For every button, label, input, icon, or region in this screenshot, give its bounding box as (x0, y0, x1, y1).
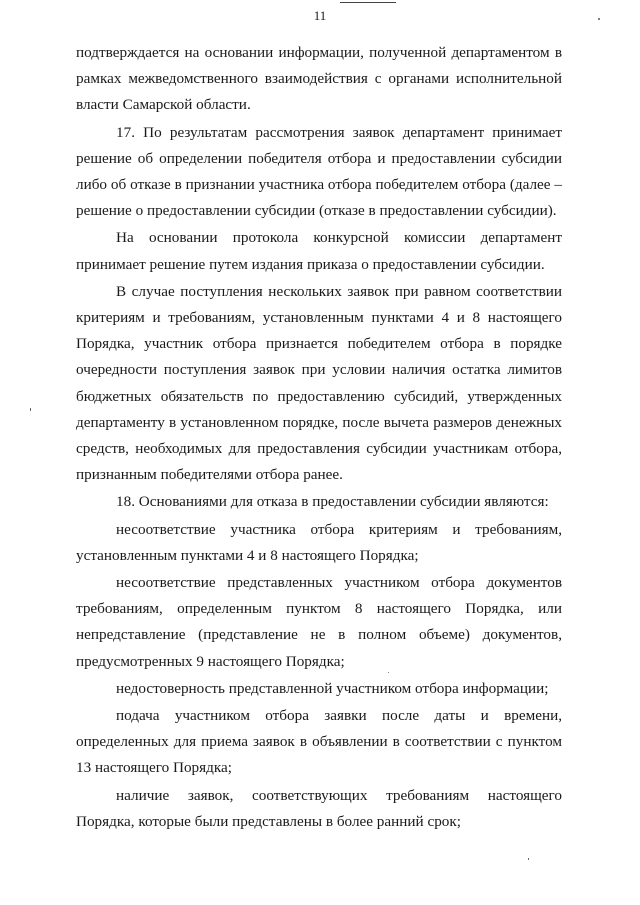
scan-speck (388, 672, 389, 673)
refusal-reason-late-submission: подача участником отбора заявки после даты и времени, определенных для приема заявок в объявлении в соответствии с пунктом 13 настоящего Порядка; (76, 707, 562, 777)
paragraph-commission-protocol: На основании протокола конкурсной комиссии департамент принимает решение путем издания приказа о предоставлении субсидии. (76, 229, 562, 273)
paragraph-item-17: 17. По результатам рассмотрения заявок департамент принимает решение об определении победителя отбора и предоставлении субсидии либо об отказе в признании участника отбора победителем отбора (далее – решение о предоставлении субсидии (отказе в предоставлении субсидии). (76, 123, 562, 220)
scan-speck (598, 18, 600, 20)
paragraph-multiple-applications: В случае поступления нескольких заявок при равном соответствии критериям и требованиям, установленным пунктами 4 и 8 настоящего Порядка, участник отбора признается победителем отбора в порядке очередности поступления заявок при условии наличия остатка лимитов бюджетных обязательств по предоставлению субсидий, утвержденных департаменту в установленном порядке, после вычета размеров денежных средств, необходимых для предоставления субсидии участникам отбора, признанным победителями отбора ранее. (76, 282, 562, 484)
top-scan-line (340, 2, 396, 3)
scan-speck (528, 858, 529, 860)
scan-speck (30, 408, 31, 411)
body-text (76, 40, 562, 835)
refusal-reason-criteria: несоответствие участника отбора критериям и требованиям, установленным пунктами 4 и 8 настоящего Порядка; (76, 520, 562, 564)
page-number: 11 (313, 8, 327, 23)
paragraph-item-18: 18. Основаниями для отказа в предоставлении субсидии являются: (116, 493, 549, 511)
refusal-reason-documents: несоответствие представленных участником отбора документов требованиям, определенным пунктом 8 настоящего Порядка, или непредставление (представление не в полном объеме) документов, предусмотренных 9 настоящего Порядка; (76, 574, 562, 670)
paragraph-continuation: подтверждается на основании информации, полученной департаментом в рамках межведомственного взаимодействия с органами исполнительной власти Самарской области. (76, 44, 562, 114)
refusal-reason-inaccuracy: недостоверность представленной участником отбора информации; (116, 679, 549, 697)
refusal-reason-earlier-applications: наличие заявок, соответствующих требованиям настоящего Порядка, которые были представлены в более ранний срок; (76, 786, 562, 830)
